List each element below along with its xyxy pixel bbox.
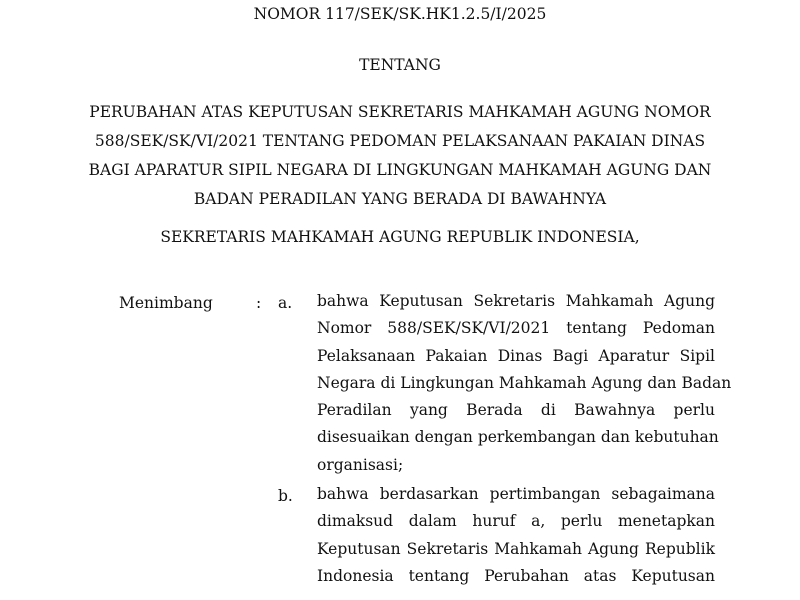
- consideration-line: Keputusan Sekretaris Mahkamah Agung Republik: [317, 539, 715, 558]
- decree-subject-line: PERUBAHAN ATAS KEPUTUSAN SEKRETARIS MAHKAMAH AGUNG NOMOR: [89, 103, 711, 121]
- item-marker-a: a.: [278, 294, 293, 312]
- decree-subject-line: BADAN PERADILAN YANG BERADA DI BAWAHNYA: [193, 190, 607, 208]
- item-marker-b: b.: [278, 487, 293, 505]
- decree-number: NOMOR 117/SEK/SK.HK1.2.5/I/2025: [253, 5, 547, 23]
- consideration-line: dimaksud dalam huruf a, perlu menetapkan: [317, 512, 715, 531]
- consideration-line: Indonesia tentang Perubahan atas Keputusan: [317, 566, 715, 585]
- issuer-title: SEKRETARIS MAHKAMAH AGUNG REPUBLIK INDONESIA,: [160, 228, 640, 246]
- consideration-line: bahwa berdasarkan pertimbangan sebagaimana: [317, 485, 715, 503]
- consideration-line: Nomor 588/SEK/SK/VI/2021 tentang Pedoman: [317, 319, 715, 338]
- menimbang-label: Menimbang: [119, 294, 213, 312]
- consideration-line: organisasi;: [317, 455, 404, 474]
- consideration-line: disesuaikan dengan perkembangan dan kebutuhan: [317, 428, 719, 447]
- consideration-line: Peradilan yang Berada di Bawahnya perlu: [317, 401, 715, 420]
- consideration-item-a: [317, 288, 732, 479]
- menimbang-colon: :: [256, 294, 262, 312]
- consideration-line: bahwa Keputusan Sekretaris Mahkamah Agung: [317, 292, 715, 310]
- decree-subject-line: 588/SEK/SK/VI/2021 TENTANG PEDOMAN PELAKSANAAN PAKAIAN DINAS: [94, 132, 706, 150]
- tentang-heading: TENTANG: [359, 56, 441, 74]
- decree-subject: [0, 98, 800, 214]
- consideration-line: Negara di Lingkungan Mahkamah Agung dan Badan: [317, 373, 732, 392]
- consideration-line: Pelaksanaan Pakaian Dinas Bagi Aparatur Sipil: [317, 346, 715, 365]
- decree-subject-line: BAGI APARATUR SIPIL NEGARA DI LINGKUNGAN MAHKAMAH AGUNG DAN: [88, 161, 712, 179]
- consideration-item-b: [317, 481, 715, 590]
